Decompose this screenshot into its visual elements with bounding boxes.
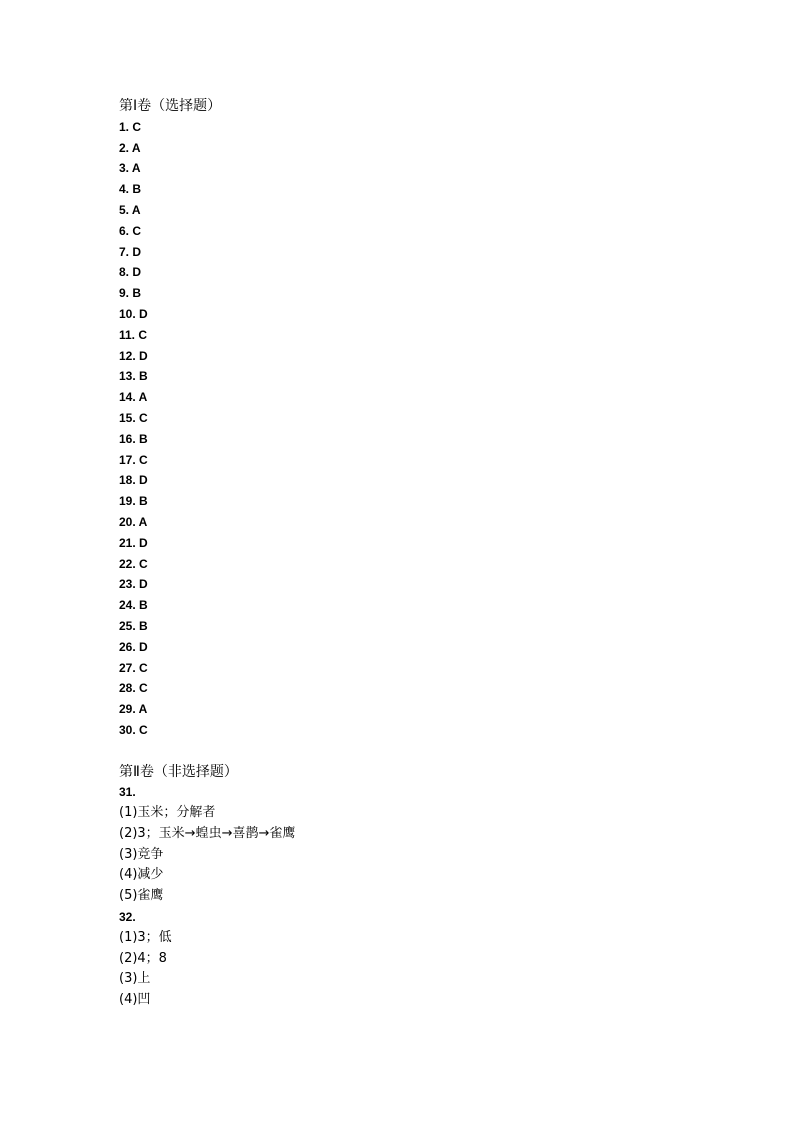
answer-sheet	[119, 96, 719, 1011]
question-31-answers	[119, 803, 719, 907]
choice-answer: 6. C	[119, 223, 142, 238]
choice-answer: 7. D	[119, 244, 142, 259]
choice-answer: 17. C	[119, 452, 148, 467]
sub-answer: (1)3；低	[119, 929, 172, 945]
sub-answer: (4)凹	[119, 992, 151, 1008]
choice-answer: 26. D	[119, 639, 148, 654]
choice-answer: 2. A	[119, 140, 141, 155]
choice-answer: 20. A	[119, 514, 148, 529]
choice-answer: 10. D	[119, 306, 148, 321]
sub-answer: (1)玉米；分解者	[119, 805, 216, 821]
choice-answer: 29. A	[119, 702, 148, 717]
choice-answer: 18. D	[119, 473, 148, 488]
sub-answer: (3)上	[119, 971, 151, 987]
choice-answer: 27. C	[119, 660, 148, 675]
part2-title: 第Ⅱ卷（非选择题）	[119, 763, 238, 780]
choice-answer: 11. C	[119, 327, 148, 342]
choice-answer: 1. C	[119, 119, 142, 134]
choice-answer: 19. B	[119, 494, 148, 509]
choice-answer: 15. C	[119, 410, 148, 425]
choice-answer: 22. C	[119, 556, 148, 571]
choice-answer: 12. D	[119, 348, 148, 363]
question-32-answers	[119, 928, 719, 1011]
choice-answer: 24. B	[119, 598, 148, 613]
choice-answer: 4. B	[119, 182, 142, 197]
question-32-number: 32.	[119, 910, 136, 925]
choice-answer: 5. A	[119, 202, 141, 217]
choice-answer: 23. D	[119, 577, 148, 592]
choice-answer: 14. A	[119, 390, 148, 405]
sub-answer: (2)4；8	[119, 950, 167, 966]
sub-answer: (3)竞争	[119, 846, 164, 862]
choice-answer: 8. D	[119, 265, 142, 280]
part1-answer-list	[119, 117, 719, 741]
choice-answer: 30. C	[119, 722, 148, 737]
choice-answer: 28. C	[119, 681, 148, 696]
sub-answer: (2)3；玉米→蝗虫→喜鹊→雀鹰	[119, 825, 296, 841]
choice-answer: 25. B	[119, 618, 148, 633]
question-31-number: 31.	[119, 785, 136, 800]
choice-answer: 21. D	[119, 535, 148, 550]
sub-answer: (5)雀鹰	[119, 888, 164, 904]
choice-answer: 9. B	[119, 286, 142, 301]
choice-answer: 13. B	[119, 369, 148, 384]
choice-answer: 16. B	[119, 431, 148, 446]
section-gap	[119, 741, 719, 762]
sub-answer: (4)减少	[119, 867, 164, 883]
choice-answer: 3. A	[119, 161, 141, 176]
part1-title: 第Ⅰ卷（选择题）	[119, 98, 222, 114]
